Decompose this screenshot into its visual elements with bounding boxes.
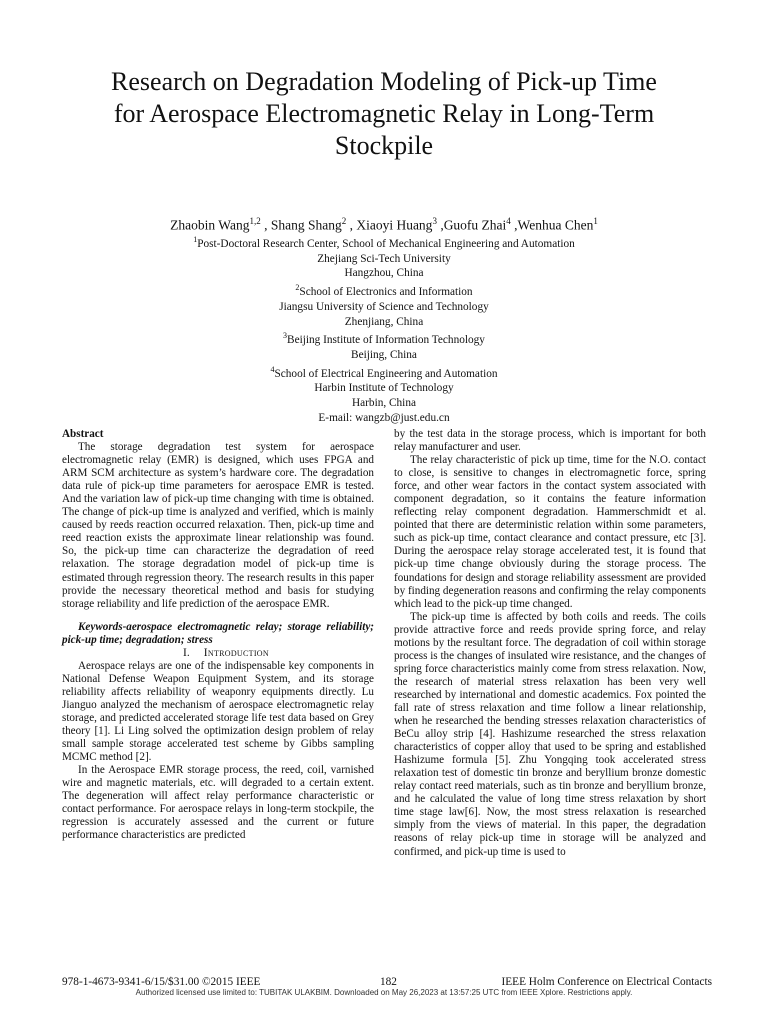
affiliation-block bbox=[40, 233, 728, 426]
body-paragraph: The relay characteristic of pick up time, time for the N.O. contact to close, is sensitive to changes in electromagnetic force, spring force, and other wear factors in the contact system associated with component degradation, so it contains the feature information reflecting relay component degradation. Hammerschmidt et al. pointed that there are deterministic relation within some parameters, such as pick-up time, contact clearance and contact pressure, etc [3]. During the aerospace relay storage accelerated test, it is found that pick-up time change obviously during the storage process. The foundations for design and storage reliability assessment are provided by finding degeneration reasons and confirming the relay components which lead to the pick-up time changed. bbox=[394, 454, 706, 610]
affiliation-city: Zhenjiang, China bbox=[344, 315, 424, 328]
author-name: Wenhua Chen bbox=[517, 217, 594, 233]
title-line: Research on Degradation Modeling of Pick-up Time bbox=[111, 67, 657, 96]
affiliation-4 bbox=[40, 363, 728, 382]
body-paragraph: In the Aerospace EMR storage process, the reed, coil, varnished wire and magnetic materials, etc. will degraded to a certain extent. The degeneration will affect relay performance characteristic or contact performance. For aerospace relays in long-term stockpile, the regression is accurately assessed and the current or future performance characteristics are predicted bbox=[62, 764, 374, 842]
body-paragraph: by the test data in the storage process, which is important for both relay manufacturer and user. bbox=[394, 428, 706, 454]
author-email: E-mail: wangzb@just.edu.cn bbox=[318, 411, 450, 424]
affil-sup: 3 bbox=[283, 331, 288, 341]
section-title: Introduction bbox=[203, 646, 269, 659]
affil-name: Post-Doctoral Research Center, School of Mechanical Engineering and Automation bbox=[197, 237, 575, 250]
title-line: for Aerospace Electromagnetic Relay in Long-Term bbox=[113, 99, 655, 128]
author-name: Xiaoyi Huang bbox=[356, 217, 433, 233]
body-paragraph: The pick-up time is affected by both coils and reeds. The coils provide attractive force and reeds provide spring force, and relay motions by the resultant force. The degradation of coil within storage process is the changes of insulated wire resistance, and the changes of spring force characteristics mainly come from stress relaxation. Now, the research of material stress relaxation has been very well researched by international and domestic academics. Fox pointed the fall rate of stress relaxation and time follow a linear relationship, when he researched the bending stresses relaxation characteristics of BeCu alloy strip [4]. Hashizume researched the stress relaxation characteristics of copper alloy that used to be spring and established Hashizume formula [5]. Zhu Yongqing took accelerated stress relaxation test of domestic tin bronze and beryllium bronze domestic relay contact reed materials, such as tin bronze and beryllium bronze, and he calculated the value of long time stress relaxation by short time stage law[6]. Now, the most stress relaxation is researched simply from the views of material. In this paper, the degradation reasons of relay pick-up time in storage will be analyzed and confirmed, and pick-up time is used to bbox=[394, 610, 706, 858]
section-heading bbox=[62, 647, 374, 660]
affil-name: Beijing Institute of Information Technology bbox=[287, 334, 485, 347]
page-number: 182 bbox=[380, 976, 397, 988]
affil-sup: 2 bbox=[295, 283, 300, 293]
author-separator: , bbox=[260, 217, 271, 233]
abstract-heading: Abstract bbox=[62, 428, 104, 440]
author-name: Zhaobin Wang bbox=[170, 217, 250, 233]
author-affil-sup: 2 bbox=[341, 216, 347, 226]
author-affil-sup: 4 bbox=[506, 216, 511, 226]
paper-title bbox=[40, 66, 728, 162]
abstract-text: The storage degradation test system for aerospace electromagnetic relay (EMR) is designed, which uses FPGA and ARM SCM architecture as system’s hardware core. The degradation data rule of pick-up time parameters for aerospace EMR is tested. And the variation law of pick-up time changing with time is obtained. The change of pick-up time is analyzed and verified, which is mainly caused by reeds reaction occurred relaxation. Then, pick-up time and reed reaction exists the approximate linear relationship was found. So, the pick-up time can characterize the degradation of reed relaxation. The storage degradation model of pick-up time is estimated through regression theory. The research results in this paper provide the necessary theoretical method and basis for studying storage reliability and life prediction of the aerospace EMR. bbox=[62, 441, 374, 610]
author-separator: , bbox=[346, 217, 357, 233]
affil-sup: 1 bbox=[193, 235, 198, 244]
author-name: Guofu Zhai bbox=[443, 217, 507, 233]
affil-name: School of Electronics and Information bbox=[299, 285, 473, 298]
right-column bbox=[394, 428, 706, 859]
author-affil-sup: 3 bbox=[432, 216, 437, 226]
affiliation-univ: Harbin Institute of Technology bbox=[314, 382, 454, 395]
affil-sup: 4 bbox=[270, 364, 275, 374]
keywords: Keywords-aerospace electromagnetic relay; storage reliability; pick-up time; degradation; stress bbox=[62, 620, 374, 646]
affil-name: School of Electrical Engineering and Automation bbox=[274, 367, 498, 380]
author-affil-sup: 1 bbox=[593, 216, 598, 226]
author-list bbox=[40, 212, 728, 235]
author-name: Shang Shang bbox=[270, 217, 342, 233]
author-affil-sup: 1,2 bbox=[249, 216, 261, 226]
footer-conference: IEEE Holm Conference on Electrical Contacts bbox=[501, 976, 712, 988]
affiliation-city: Beijing, China bbox=[351, 348, 417, 361]
affiliation-univ: Zhejiang Sci-Tech University bbox=[317, 252, 451, 265]
affiliation-city: Harbin, China bbox=[351, 397, 416, 410]
footer-isbn: 978-1-4673-9341-6/15/$31.00 ©2015 IEEE bbox=[62, 976, 261, 988]
affiliation-univ: Jiangsu University of Science and Technology bbox=[279, 300, 489, 313]
left-column bbox=[62, 428, 374, 842]
affiliation-1 bbox=[40, 233, 728, 252]
affiliation-3 bbox=[40, 329, 728, 348]
section-number: I. bbox=[183, 646, 190, 659]
author-separator: , bbox=[436, 217, 444, 233]
body-paragraph: Aerospace relays are one of the indispensable key components in National Defense Weapon Equipment System, and its storage reliability affects reliability of weaponry equipments directly. Lu Jianguo analyzed the mechanism of aerospace electromagnetic relay storage, and predicted accelerated storage life test data based on Grey theory [1]. Li Ling solved the optimization design problem of relay small sample storage accelerated test scheme by Gibbs sampling MCMC method [2]. bbox=[62, 659, 374, 764]
affiliation-2 bbox=[40, 281, 728, 300]
affiliation-city: Hangzhou, China bbox=[344, 267, 424, 280]
author-separator: , bbox=[510, 217, 518, 233]
title-line: Stockpile bbox=[334, 131, 434, 160]
license-notice: Authorized licensed use limited to: TUBITAK ULAKBIM. Downloaded on May 26,2023 at 13:57:25 UTC from IEEE Xplore. Restrictions apply. bbox=[135, 988, 633, 997]
